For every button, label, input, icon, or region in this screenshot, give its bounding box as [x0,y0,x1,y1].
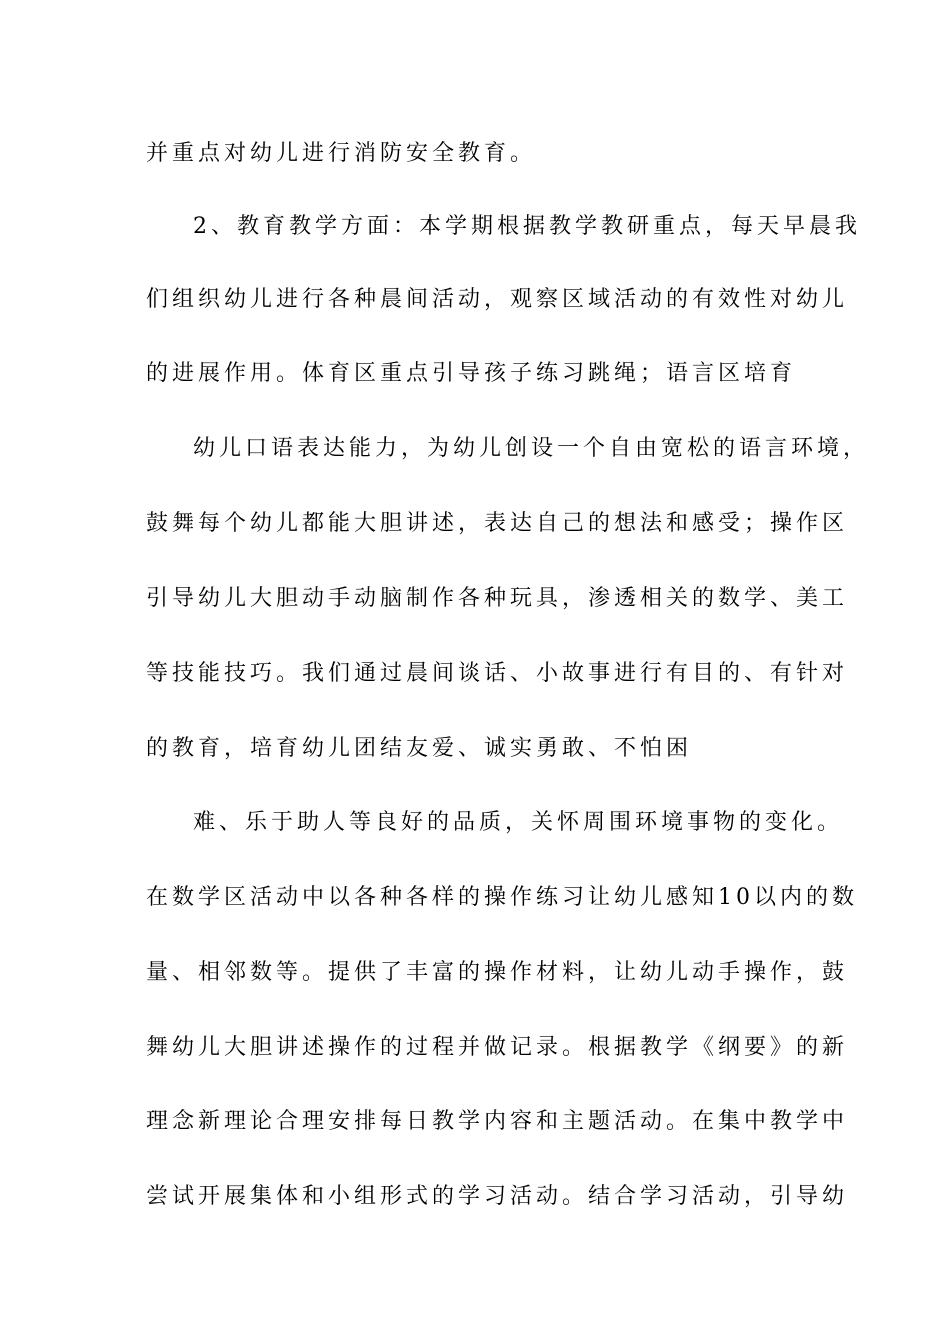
text-line: 引导幼儿大胆动手动脑制作各种玩具，渗透相关的数学、美工 [146,586,849,611]
text-line: 幼儿口语表达能力，为幼儿创设一个自由宽松的语言环境， [193,436,870,461]
text-line: 舞幼儿大胆讲述操作的过程并做记录。根据教学《纲要》的新 [146,1035,849,1060]
text-line: 鼓舞每个幼儿都能大胆讲述，表达自己的想法和感受；操作区 [146,511,849,536]
text-line: 难、乐于助人等良好的品质，关怀周围环境事物的变化。 [193,810,844,835]
text-line: 的教育，培育幼儿团结友爱、诚实勇敢、不怕困 [146,736,693,761]
text-line: 并重点对幼儿进行消防安全教育。 [146,141,537,166]
text-line: 2、教育教学方面：本学期根据教学教研重点，每天早晨我 [193,214,861,239]
text-line: 等技能技巧。我们通过晨间谈话、小故事进行有目的、有针对 [146,661,849,686]
text-line: 的进展作用。体育区重点引导孩子练习跳绳；语言区培育 [146,361,797,386]
text-line: 们组织幼儿进行各种晨间活动，观察区域活动的有效性对幼儿 [146,287,849,312]
text-line: 量、相邻数等。提供了丰富的操作材料，让幼儿动手操作，鼓 [146,960,849,985]
text-line: 理念新理论合理安排每日教学内容和主题活动。在集中教学中 [146,1109,849,1134]
text-line: 尝试开展集体和小组形式的学习活动。结合学习活动，引导幼 [146,1184,849,1209]
text-line: 在数学区活动中以各种各样的操作练习让幼儿感知10以内的数 [146,885,858,910]
